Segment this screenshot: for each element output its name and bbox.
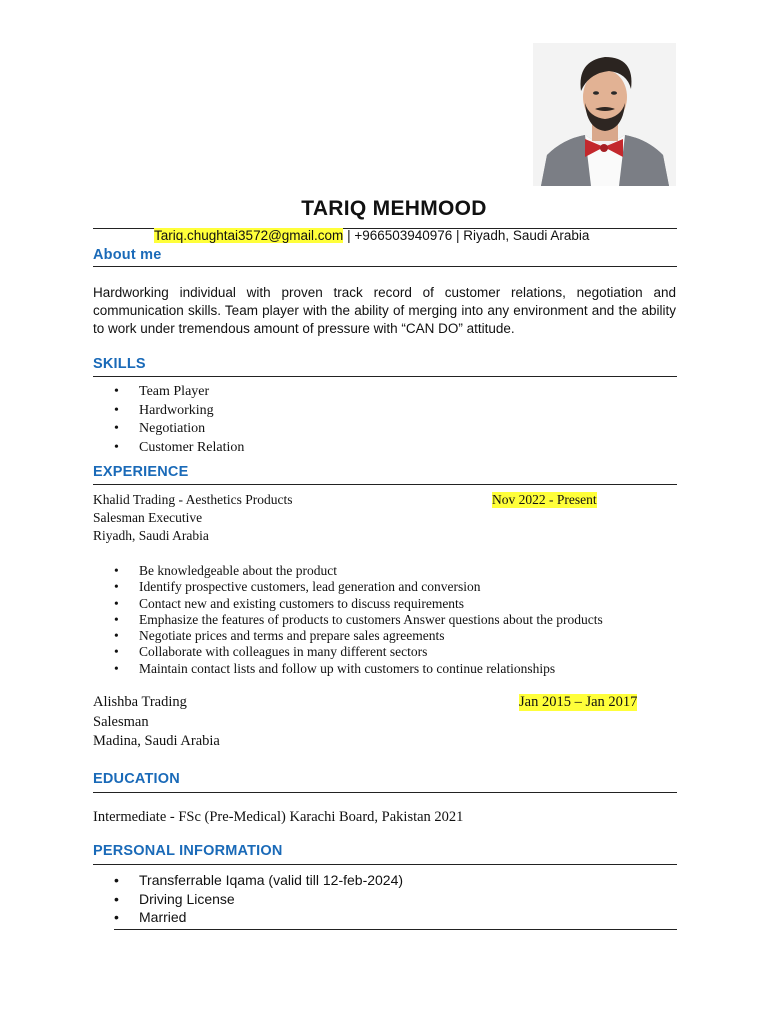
job-duties-list	[93, 563, 603, 677]
list-item: • Hardworking	[93, 402, 244, 421]
divider	[114, 929, 677, 930]
list-item: • Driving License	[93, 890, 403, 909]
list-item: • Identify prospective customers, lead generation and conversion	[93, 579, 603, 595]
list-item: • Maintain contact lists and follow up with customers to continue relationships	[93, 661, 603, 677]
email-link[interactable]: Tariq.chughtai3572@gmail.com	[154, 228, 344, 243]
job-dates: Jan 2015 – Jan 2017	[519, 694, 638, 710]
list-item: • Negotiate prices and terms and prepare sales agreements	[93, 628, 603, 644]
list-item: • Customer Relation	[93, 439, 244, 458]
divider	[93, 376, 677, 377]
job-location: Riyadh, Saudi Arabia	[93, 528, 209, 543]
section-heading-skills: SKILLS	[93, 356, 146, 372]
education-entry: Intermediate - FSc (Pre-Medical) Karachi Board, Pakistan 2021	[93, 809, 464, 825]
list-item: • Team Player	[93, 383, 244, 402]
job-dates: Nov 2022 - Present	[492, 492, 597, 507]
list-item: • Negotiation	[93, 420, 244, 439]
list-item: • Contact new and existing customers to discuss requirements	[93, 596, 603, 612]
about-text: Hardworking individual with proven track record of customer relations, negotiation and communication skills. Team player with the ability of merging into any environment and the ability to work under tremendous amount of pressure with “CAN DO” attitude.	[93, 285, 676, 336]
list-item: • Emphasize the features of products to customers Answer questions about the products	[93, 612, 603, 628]
section-heading-experience: EXPERIENCE	[93, 464, 189, 480]
list-item: • Collaborate with colleagues in many different sectors	[93, 644, 603, 660]
section-heading-education: EDUCATION	[93, 771, 180, 787]
divider	[93, 484, 677, 485]
job-title: Salesman	[93, 714, 149, 730]
section-heading-about: About me	[93, 247, 162, 263]
list-item: • Transferrable Iqama (valid till 12-feb-2024)	[93, 871, 403, 890]
candidate-name: TARIQ MEHMOOD	[301, 197, 487, 220]
profile-photo	[533, 43, 676, 186]
job-company: Khalid Trading - Aesthetics Products	[93, 492, 293, 507]
personal-info-list	[93, 871, 403, 927]
skills-list	[93, 383, 244, 458]
divider	[93, 864, 677, 865]
section-heading-personal-information: PERSONAL INFORMATION	[93, 843, 283, 859]
contact-details: | +966503940976 | Riyadh, Saudi Arabia	[343, 228, 590, 243]
divider	[93, 266, 677, 267]
divider	[93, 792, 677, 793]
list-item: • Married	[93, 908, 403, 927]
job-title: Salesman Executive	[93, 510, 203, 525]
job-company: Alishba Trading	[93, 694, 187, 710]
job-location: Madina, Saudi Arabia	[93, 733, 220, 749]
list-item: • Be knowledgeable about the product	[93, 563, 603, 579]
contact-line	[154, 228, 589, 243]
